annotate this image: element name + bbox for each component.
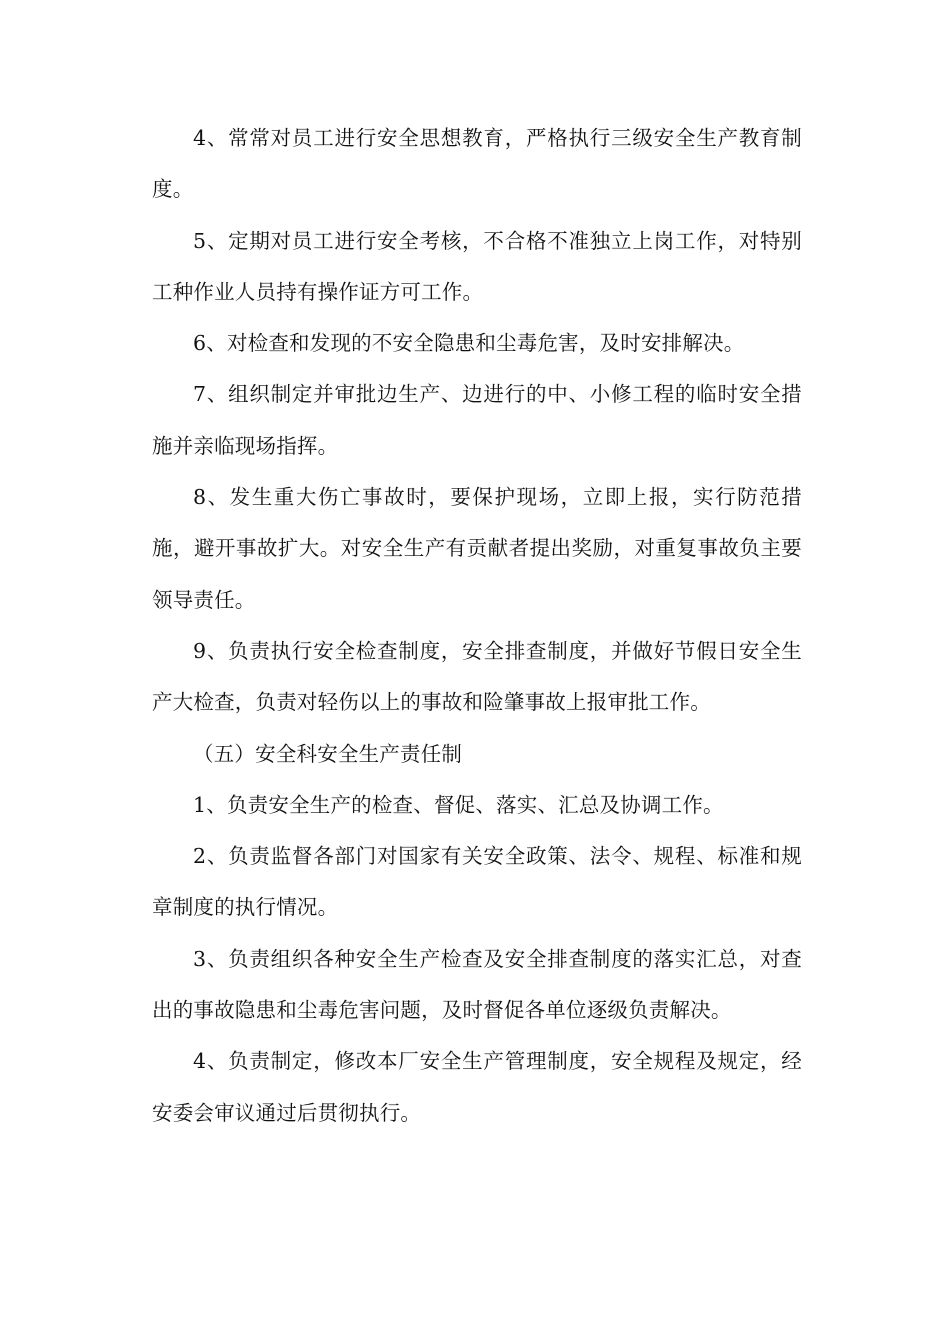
paragraph-item-9: 9、负责执行安全检查制度，安全排查制度，并做好节假日安全生产大检查，负责对轻伤以上的事故和险肇事故上报审批工作。 [152,638,802,715]
paragraph-item-4b: 4、负责制定，修改本厂安全生产管理制度，安全规程及规定，经安委会审议通过后贯彻执行。 [152,1049,802,1125]
paragraph-item-6: 6、对检查和发现的不安全隐患和尘毒危害，及时安排解决。 [193,331,745,356]
paragraph-item-2: 2、负责监督各部门对国家有关安全政策、法令、规程、标准和规章制度的执行情况。 [152,844,802,920]
paragraph-item-1: 1、负责安全生产的检查、督促、落实、汇总及协调工作。 [193,792,724,817]
paragraph-item-3: 3、负责组织各种安全生产检查及安全排查制度的落实汇总，对查出的事故隐患和尘毒危害问题，及时督促各单位逐级负责解决。 [152,946,802,1023]
section-heading: （五）安全科安全生产责任制 [193,741,463,766]
paragraph-item-4: 4、常常对员工进行安全思想教育，严格执行三级安全生产教育制度。 [152,126,802,202]
paragraph-item-7: 7、组织制定并审批边生产、边进行的中、小修工程的临时安全措施并亲临现场指挥。 [152,382,802,458]
document-body [152,113,802,1139]
paragraph-item-8: 8、发生重大伤亡事故时，要保护现场，立即上报，实行防范措施，避开事故扩大。对安全生产有贡献者提出奖励，对重复事故负主要领导责任。 [152,485,802,612]
paragraph-item-5: 5、定期对员工进行安全考核，不合格不准独立上岗工作，对特别工种作业人员持有操作证方可工作。 [152,228,802,304]
